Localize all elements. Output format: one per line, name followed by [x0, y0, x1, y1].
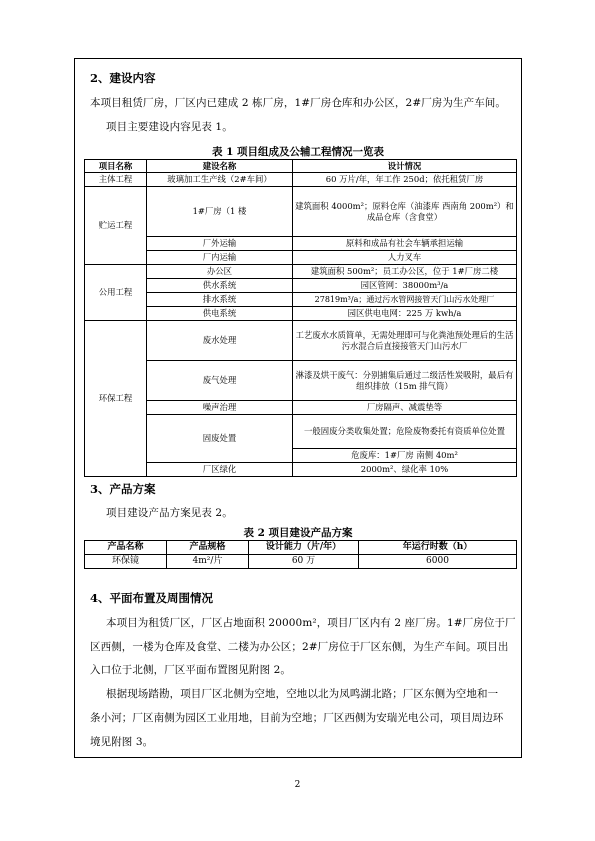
table2-header-product: 产品名称: [85, 541, 167, 555]
table1-caption: 表 1 项目组成及公辅工程情况一览表: [211, 146, 385, 158]
table2-product-plan: [84, 540, 517, 569]
table1-project-composition: [84, 159, 517, 477]
table1-cell: 1#厂房（1 楼: [147, 187, 293, 237]
table1-cell: 60 万片/年，年工作 250d；依托租赁厂房: [293, 173, 517, 187]
table1-cell: 废气处理: [147, 361, 293, 401]
table1-cell: 办公区: [147, 265, 293, 279]
table2-header-spec: 产品规格: [167, 541, 249, 555]
table1-cell: 厂外运输: [147, 237, 293, 251]
table1-cell: 园区供电电网：225 万 kwh/a: [293, 307, 517, 321]
section-heading-product: 3、产品方案: [90, 482, 156, 496]
table1-cell: 固废处置: [147, 415, 293, 463]
table1-row: [85, 187, 517, 237]
table2-cell: 环保镜: [85, 555, 167, 569]
table1-row: [85, 251, 517, 265]
paragraph-surroundings-line: 境见附图 3。: [90, 736, 154, 748]
table1-cell: 危废库：1#厂房 南侧 40m²: [293, 449, 517, 463]
paragraph-layout-line: 入口位于北侧，厂区平面布置图见附图 2。: [90, 664, 292, 676]
table1-row: [85, 415, 517, 449]
section-heading-layout: 4、平面布置及周围情况: [90, 591, 214, 605]
table1-cell: 园区管网：38000m³/a: [293, 279, 517, 293]
table1-group-storage: 贮运工程: [85, 187, 147, 265]
table2-cell: 6000: [359, 555, 517, 569]
paragraph-surroundings-line: 条小河；厂区南侧为园区工业用地，目前为空地；厂区西侧为安瑞光电公司，项目周边环: [90, 712, 504, 724]
table1-row: [85, 279, 517, 293]
table1-group-env: 环保工程: [85, 321, 147, 477]
table2-caption: 表 2 项目建设产品方案: [243, 527, 353, 539]
table1-cell: 主体工程: [85, 173, 147, 187]
section-heading-construction: 2、建设内容: [90, 71, 156, 85]
table1-row: [85, 321, 517, 361]
table1-cell: 淋漆及烘干废气：分别捕集后通过二级活性炭吸附，最后有组织排放（15m 排气筒）: [293, 361, 517, 401]
table1-cell: 厂内运输: [147, 251, 293, 265]
table1-cell: 供水系统: [147, 279, 293, 293]
table1-group-utility: 公用工程: [85, 265, 147, 321]
table1-row: [85, 401, 517, 415]
table1-cell: 建筑面积 500m²；员工办公区，位于 1#厂房二楼: [293, 265, 517, 279]
table2-cell: 60 万: [249, 555, 359, 569]
table1-row: [85, 307, 517, 321]
table2-cell: 4m²/片: [167, 555, 249, 569]
table2-header-capacity: 设计能力（片/年）: [249, 541, 359, 555]
table1-cell: 玻璃加工生产线（2#车间）: [147, 173, 293, 187]
table1-cell: 一般固废分类收集处置；危险废物委托有资质单位处置: [293, 415, 517, 449]
table1-cell: 厂房隔声、减震垫等: [293, 401, 517, 415]
table1-cell: 废水处理: [147, 321, 293, 361]
table2-header-hours: 年运行时数（h）: [359, 541, 517, 555]
paragraph-surroundings-line: 根据现场踏勘，项目厂区北侧为空地，空地以北为凤鸣湖北路；厂区东侧为空地和一: [106, 688, 499, 700]
table1-row: [85, 237, 517, 251]
table1-header-design: 设计情况: [293, 160, 517, 173]
table1-row-main: [85, 173, 517, 187]
table1-cell: 供电系统: [147, 307, 293, 321]
table1-cell: 厂区绿化: [147, 463, 293, 477]
table1-cell: 工艺废水水质简单，无需处理即可与化粪池预处理后的生活污水混合后直接接管天门山污水厂: [293, 321, 517, 361]
table1-cell: 人力叉车: [293, 251, 517, 265]
page-number: 2: [294, 780, 301, 790]
table1-header-name: 项目名称: [85, 160, 147, 173]
paragraph-construction-2: 项目主要建设内容见表 1。: [106, 121, 233, 133]
paragraph-layout-line: 本项目为租赁厂区，厂区占地面积 20000m²，项目厂区内有 2 座厂房。1#厂房位于厂: [106, 617, 516, 629]
table1-cell: 27819m³/a；通过污水管网接管天门山污水处理厂: [293, 293, 517, 307]
table2-row: [85, 555, 517, 569]
table1-row: [85, 265, 517, 279]
table1-row: [85, 361, 517, 401]
table1-row: [85, 463, 517, 477]
table1-header-item: 建设名称: [147, 160, 293, 173]
table1-cell: 2000m²、绿化率 10%: [293, 463, 517, 477]
table1-row: [85, 293, 517, 307]
paragraph-layout-line: 区西侧，一楼为仓库及食堂、二楼为办公区；2#厂房位于厂区东侧，为生产车间。项目出: [90, 641, 509, 653]
table1-cell: 排水系统: [147, 293, 293, 307]
paragraph-construction-1: 本项目租赁厂房，厂区内已建成 2 栋厂房，1#厂房仓库和办公区，2#厂房为生产车间。: [90, 97, 507, 109]
table1-cell: 原料和成品有社会车辆承担运输: [293, 237, 517, 251]
table1-cell: 建筑面积 4000m²；原料仓库（油漆库 西南角 200m²）和成品仓库（含食堂）: [293, 187, 517, 237]
paragraph-product: 项目建设产品方案见表 2。: [106, 507, 233, 519]
table1-cell: 噪声治理: [147, 401, 293, 415]
